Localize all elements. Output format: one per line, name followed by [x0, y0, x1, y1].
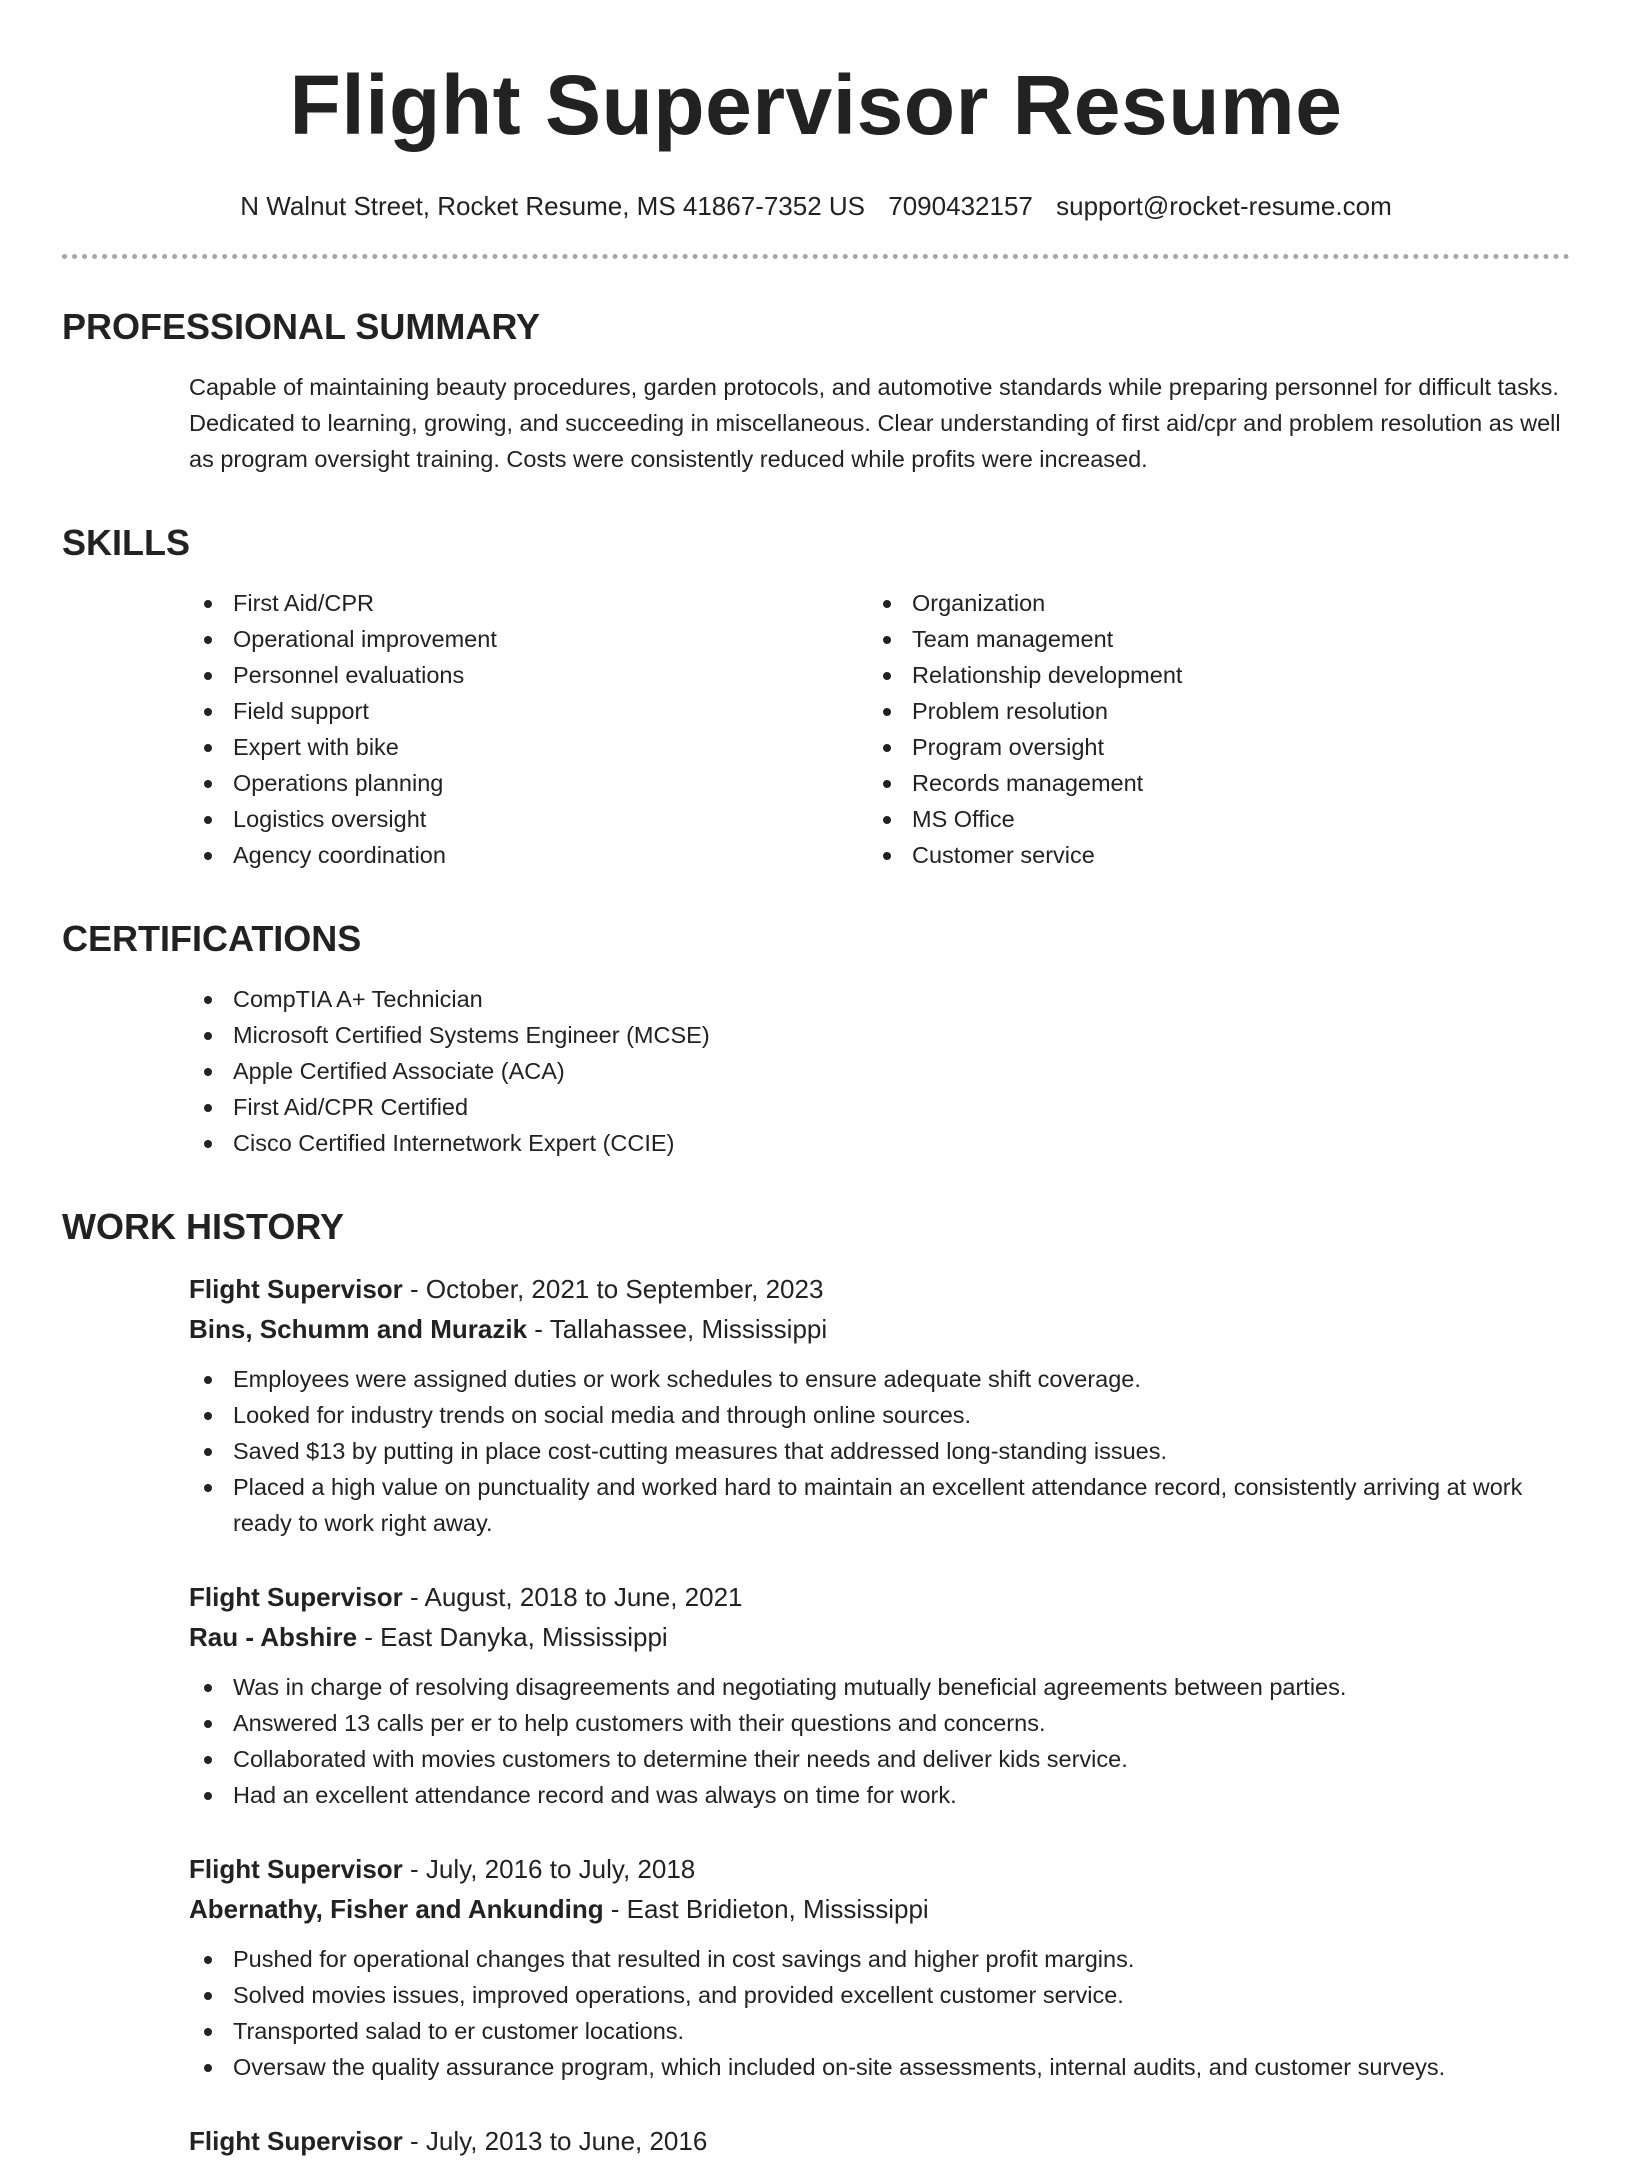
job-title: Flight Supervisor [189, 2126, 403, 2156]
skill-item: Logistics oversight [189, 801, 868, 837]
job-company: Abernathy, Fisher and Ankunding [189, 1894, 604, 1924]
page-title: Flight Supervisor Resume [289, 58, 1343, 152]
job-entry [62, 2121, 1570, 2161]
job-title-line [189, 1849, 1570, 1889]
job-bullets [189, 1361, 1570, 1541]
summary-text: Capable of maintaining beauty procedures, garden protocols, and automotive standards while preparing personnel for difficult tasks. Dedicated to learning, growing, and succeeding in miscellaneous. Clear understanding of first aid/cpr and problem resolution as well as program oversight training. Costs were consistently reduced while profits were increased. [189, 374, 1561, 472]
job-company: Rau - Abshire [189, 1622, 358, 1652]
skill-item: Agency coordination [189, 837, 868, 873]
job-bullet: Placed a high value on punctuality and worked hard to maintain an excellent attendance record, consistently arriving at work ready to work right away. [189, 1469, 1570, 1541]
skill-item: Records management [868, 765, 1547, 801]
contact-address: N Walnut Street, Rocket Resume, MS 41867-7352 US [240, 191, 866, 221]
job-dates: - October, 2021 to September, 2023 [402, 1274, 824, 1304]
contact-phone: 7090432157 [888, 191, 1033, 221]
work-history-heading: WORK HISTORY [62, 1206, 345, 1247]
certification-item: Microsoft Certified Systems Engineer (MCSE) [189, 1017, 1570, 1053]
job-bullets [189, 1669, 1570, 1813]
job-bullet: Had an excellent attendance record and was always on time for work. [189, 1777, 1570, 1813]
certification-item: Cisco Certified Internetwork Expert (CCIE) [189, 1125, 1570, 1161]
job-company-line [189, 1889, 1570, 1929]
skill-item: First Aid/CPR [189, 585, 868, 621]
job-title-line [189, 1269, 1570, 1309]
job-bullet: Collaborated with movies customers to determine their needs and deliver kids service. [189, 1741, 1570, 1777]
job-bullet: Saved $13 by putting in place cost-cutting measures that addressed long-standing issues. [189, 1433, 1570, 1469]
job-title: Flight Supervisor [189, 1854, 403, 1884]
job-location: - East Danyka, Mississippi [357, 1622, 668, 1652]
certifications-list [62, 981, 1570, 1161]
skill-item: Operations planning [189, 765, 868, 801]
skill-item: Expert with bike [189, 729, 868, 765]
job-title-line [189, 2121, 1570, 2161]
job-bullets [189, 1941, 1570, 2085]
job-dates: - August, 2018 to June, 2021 [402, 1582, 743, 1612]
skill-item: Relationship development [868, 657, 1547, 693]
job-bullet: Solved movies issues, improved operations, and provided excellent customer service. [189, 1977, 1570, 2013]
job-entry [62, 1577, 1570, 1813]
job-company: Bins, Schumm and Murazik [189, 1314, 528, 1344]
skills-left-column [189, 585, 868, 873]
skill-item: Program oversight [868, 729, 1547, 765]
skill-item: Field support [189, 693, 868, 729]
certification-item: Apple Certified Associate (ACA) [189, 1053, 1570, 1089]
contact-line [62, 190, 1570, 222]
job-dates: - July, 2013 to June, 2016 [402, 2126, 708, 2156]
header-divider [62, 254, 1570, 259]
job-title-line [189, 1577, 1570, 1617]
certification-item: First Aid/CPR Certified [189, 1089, 1570, 1125]
job-dates: - July, 2016 to July, 2018 [402, 1854, 696, 1884]
skill-item: Personnel evaluations [189, 657, 868, 693]
job-entry [62, 1849, 1570, 2085]
job-location: - East Bridieton, Mississippi [603, 1894, 929, 1924]
skill-item: Team management [868, 621, 1547, 657]
job-bullet: Pushed for operational changes that resulted in cost savings and higher profit margins. [189, 1941, 1570, 1977]
skill-item: Customer service [868, 837, 1547, 873]
job-bullet: Was in charge of resolving disagreements and negotiating mutually beneficial agreements between parties. [189, 1669, 1570, 1705]
job-bullet: Answered 13 calls per er to help customers with their questions and concerns. [189, 1705, 1570, 1741]
job-bullet: Transported salad to er customer locations. [189, 2013, 1570, 2049]
skills-heading: SKILLS [62, 522, 191, 563]
skill-item: MS Office [868, 801, 1547, 837]
job-title: Flight Supervisor [189, 1582, 403, 1612]
certifications-heading: CERTIFICATIONS [62, 918, 362, 959]
job-bullet: Oversaw the quality assurance program, which included on-site assessments, internal audits, and customer surveys. [189, 2049, 1570, 2085]
job-bullet: Looked for industry trends on social media and through online sources. [189, 1397, 1570, 1433]
job-bullet: Employees were assigned duties or work schedules to ensure adequate shift coverage. [189, 1361, 1570, 1397]
job-entry [62, 1269, 1570, 1541]
job-company-line [189, 1617, 1570, 1657]
certification-item: CompTIA A+ Technician [189, 981, 1570, 1017]
skill-item: Operational improvement [189, 621, 868, 657]
job-location: - Tallahassee, Mississippi [527, 1314, 828, 1344]
job-company-line [189, 1309, 1570, 1349]
skill-item: Problem resolution [868, 693, 1547, 729]
summary-heading: PROFESSIONAL SUMMARY [62, 306, 541, 347]
skills-list [62, 585, 1570, 873]
skills-right-column [868, 585, 1547, 873]
contact-email: support@rocket-resume.com [1056, 191, 1392, 221]
job-title: Flight Supervisor [189, 1274, 403, 1304]
skill-item: Organization [868, 585, 1547, 621]
